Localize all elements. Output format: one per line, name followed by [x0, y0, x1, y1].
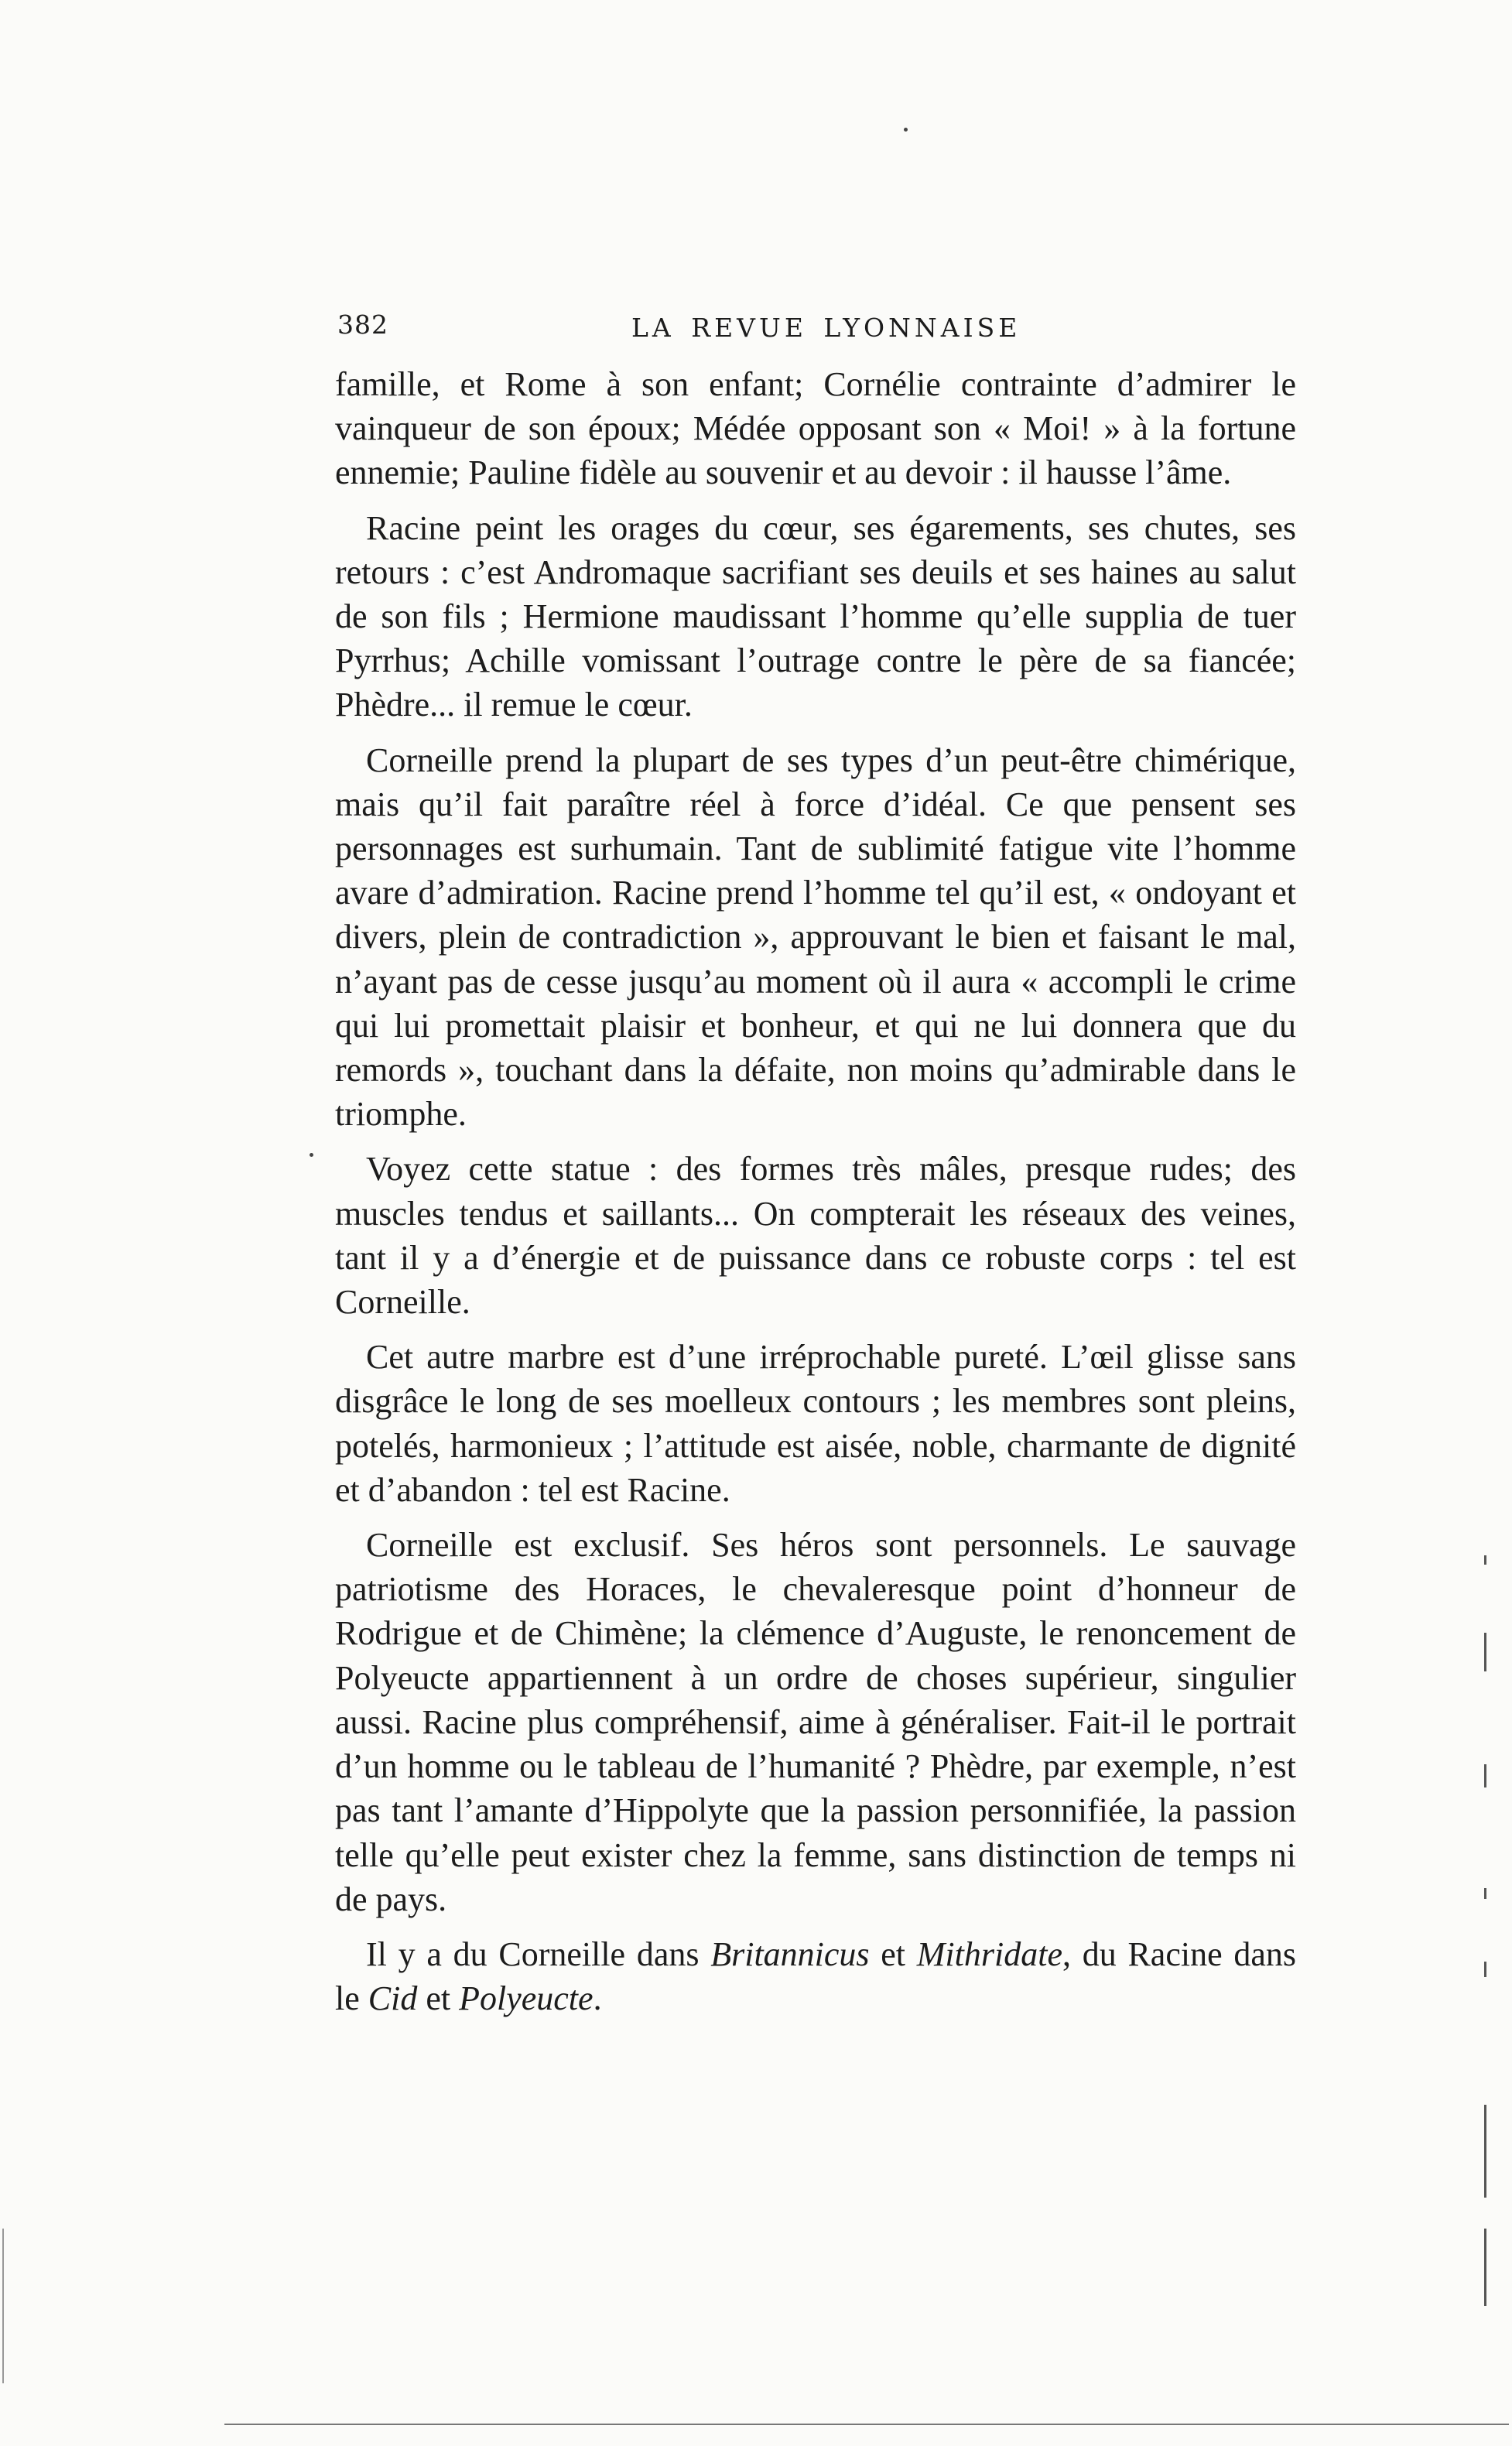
scan-edge-bottom [224, 2424, 1509, 2425]
scan-speck [310, 1153, 313, 1157]
closing-text: . [593, 1979, 602, 2018]
title-polyeucte: Polyeucte [459, 1979, 594, 2018]
paragraph: famille, et Rome à son enfant; Cornélie contrainte d’admirer le vainqueur de son époux; Médée opposant son « Moi! » à la fortune ennemie; Pauline fidèle au souvenir et au devoir : il hausse l’âme. [335, 365, 1296, 492]
scan-mark [1484, 1555, 1486, 1565]
closing-text: et [869, 1935, 917, 1973]
page-header [337, 310, 1289, 356]
closing-text: Il y a du Corneille dans [366, 1935, 711, 1973]
page-number: 382 [337, 310, 388, 340]
body-text [335, 362, 1296, 2031]
paragraph: Corneille prend la plupart de ses types d’un peut-être chimérique, mais qu’il fait paraître réel à force d’idéal. Ce que pensent ses personnages est surhumain. Tant de sublimité fatigue vite l’homme avare d’admiration. Racine prend l’homme tel qu’il est, « ondoyant et divers, plein de contradiction », approuvant le bien et faisant le mal, n’ayant pas de cesse jusqu’au moment où il aura « accompli le crime qui lui promettait plaisir et bonheur, et qui ne lui donnera que du remords », touchant dans la défaite, non moins qu’admirable dans le triomphe. [335, 741, 1296, 1134]
scan-mark [1484, 1633, 1486, 1671]
scan-mark [1484, 1962, 1486, 1977]
scan-mark [1484, 1888, 1486, 1899]
paragraph: Voyez cette statue : des formes très mâles, presque rudes; des muscles tendus et saillants... On compterait les réseaux des veines, tant il y a d’énergie et de puissance dans ce robuste corps : tel est Corneille. [335, 1150, 1296, 1322]
paragraph: Cet autre marbre est d’une irréprochable pureté. L’œil glisse sans disgrâce le long de ses moelleux contours ; les membres sont pleins, potelés, harmonieux ; l’attitude est aisée, noble, charmante de dignité et d’abandon : tel est Racine. [335, 1338, 1296, 1509]
paragraph: Corneille est exclusif. Ses héros sont personnels. Le sauvage patriotisme des Horaces, le chevaleresque point d’honneur de Rodrigue et de Chimène; la clémence d’Auguste, le renoncement de Polyeucte appartiennent à un ordre de choses supérieur, singulier aussi. Racine plus compréhensif, aime à généraliser. Fait-il le portrait d’un homme ou le tableau de l’humanité ? Phèdre, par exemple, n’est pas tant l’amante d’Hippolyte que la passion personnifiée, la passion telle qu’elle peut exister chez la femme, sans distinction de temps ni de pays. [335, 1526, 1296, 1918]
title-cid: Cid [368, 1979, 418, 2018]
paragraph: Racine peint les orages du cœur, ses égarements, ses chutes, ses retours : c’est Andromaque sacrifiant ses deuils et ses haines au salut de son fils ; Hermione maudissant l’homme qu’elle supplia de tuer Pyrrhus; Achille vomissant l’outrage contre le père de sa fiancée; Phèdre... il remue le cœur. [335, 508, 1296, 724]
scan-speck [904, 128, 908, 132]
closing-text: , du Racine dans le [335, 1935, 1297, 2018]
running-head: LA REVUE LYONNAISE [631, 313, 1021, 343]
scan-mark [1484, 1764, 1486, 1787]
scan-mark [1484, 2229, 1486, 2306]
closing-text: et [417, 1979, 460, 2018]
title-mithridate: Mithridate [916, 1935, 1062, 1973]
scan-edge-left [2, 2229, 4, 2383]
closing-paragraph [335, 1932, 1296, 2020]
title-britannicus: Britannicus [710, 1935, 870, 1973]
scan-mark [1484, 2105, 1486, 2198]
